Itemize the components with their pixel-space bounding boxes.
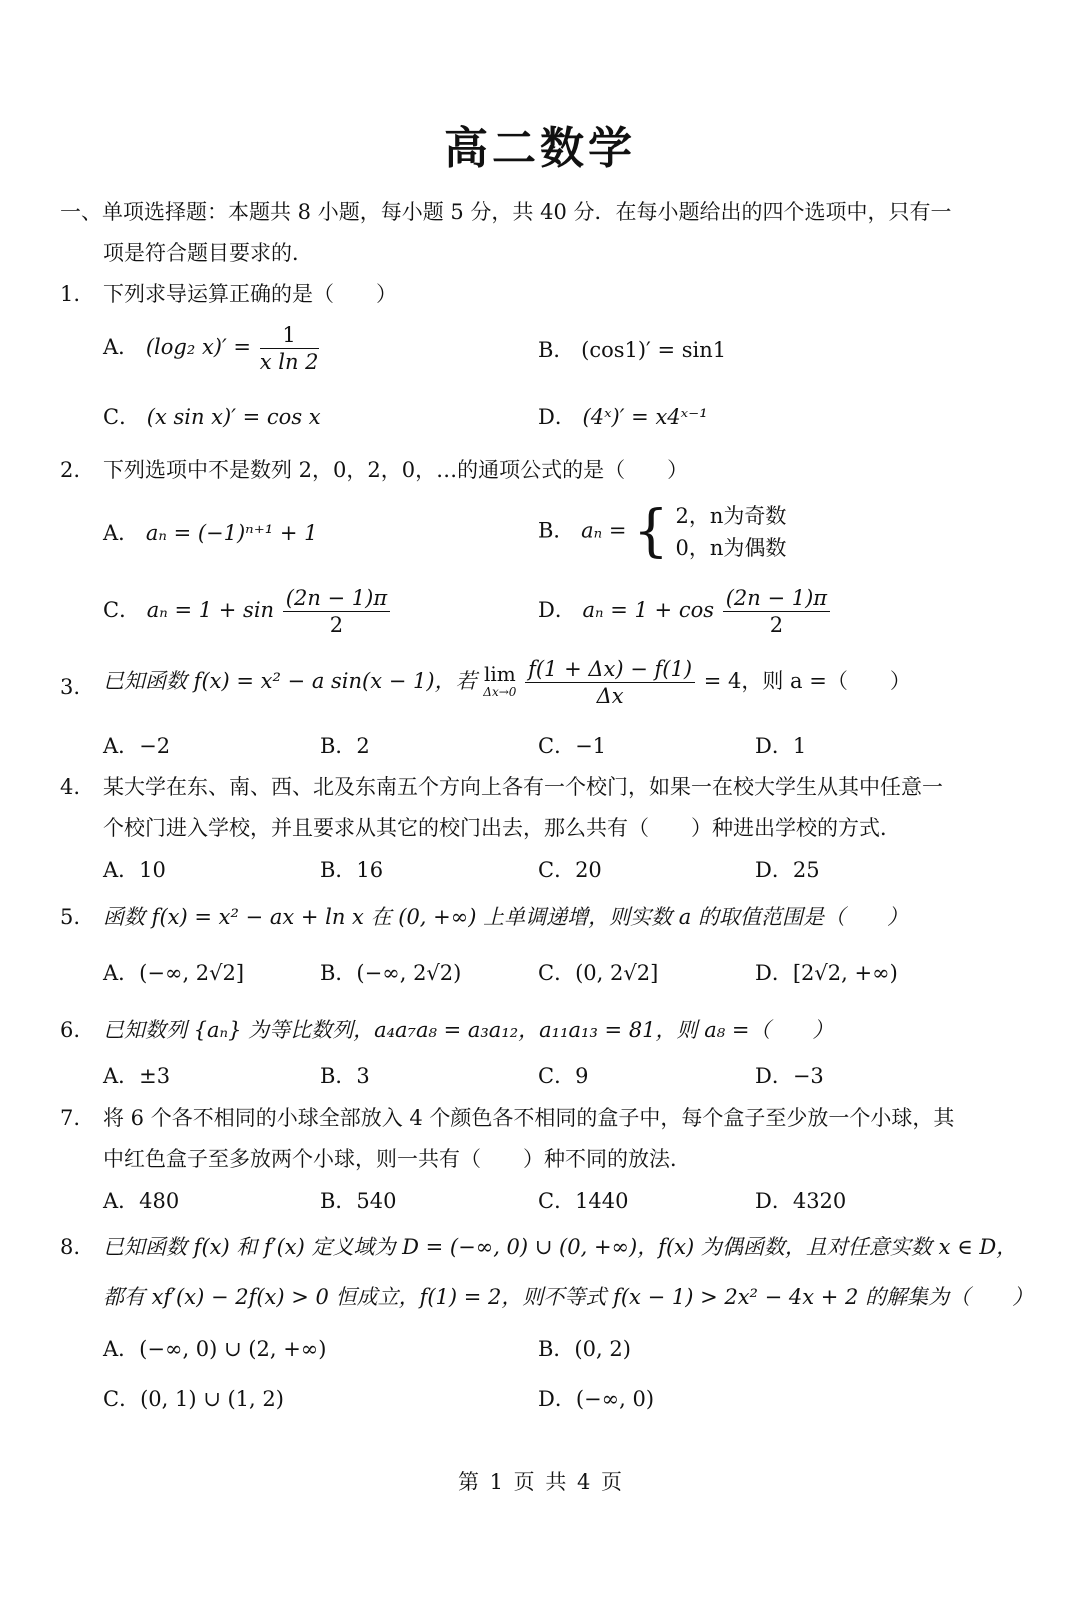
question-number: 5. — [60, 905, 81, 929]
question-text-pre: 已知函数 f(x) = x² − a sin(x − 1)，若 — [103, 669, 477, 693]
option-c: C．(0, 1) ∪ (1, 2) — [103, 1387, 284, 1411]
option-expr: aₙ = — [581, 518, 627, 543]
option-c — [103, 402, 321, 432]
question-number: 7. — [60, 1106, 81, 1130]
option-label: A． — [103, 521, 140, 545]
option-d: D．25 — [755, 858, 820, 882]
option-a: A．−2 — [103, 734, 171, 758]
option-b: B．16 — [320, 858, 384, 882]
option-label: B． — [538, 338, 575, 362]
option-b: B．(−∞, 2√2) — [320, 961, 462, 985]
option-label: C． — [103, 405, 141, 429]
case-even: 0，n为偶数 — [675, 536, 787, 560]
option-expr: (x sin x)′ = cos x — [146, 405, 321, 429]
fraction-numerator: 1 — [260, 322, 319, 349]
option-label: C． — [103, 598, 141, 622]
option-label: D． — [538, 598, 576, 622]
option-b: B．540 — [320, 1189, 397, 1213]
fraction-denominator: x ln 2 — [259, 350, 319, 374]
option-c: C．−1 — [538, 734, 607, 758]
option-d: D．(−∞, 0) — [538, 1387, 655, 1411]
question-number: 3. — [60, 675, 81, 699]
question-text: 函数 f(x) = x² − ax + ln x 在 (0, +∞) 上单调递增，则实数 a 的取值范围是（ ） — [103, 905, 908, 929]
option-c: C．20 — [538, 858, 602, 882]
option-d: D．−3 — [755, 1064, 824, 1088]
option-b: B．3 — [320, 1064, 370, 1088]
fraction-numerator: f(1 + Δx) − f(1) — [525, 656, 695, 683]
option-a: A．(−∞, 0) ∪ (2, +∞) — [103, 1337, 327, 1361]
page-footer: 第 1 页 共 4 页 — [457, 1470, 623, 1494]
question-text: 已知数列 {aₙ} 为等比数列，a₄a₇a₈ = a₃a₁₂，a₁₁a₁₃ = 81，则 a₈ =（ ） — [103, 1018, 834, 1042]
question-text — [103, 656, 911, 709]
question-text: 下列选项中不是数列 2，0，2，0，…的通项公式的是（ ） — [103, 458, 689, 482]
question-text: 下列求导运算正确的是（ ） — [103, 282, 397, 306]
option-a: A．480 — [103, 1189, 180, 1213]
option-c — [103, 585, 392, 638]
option-b: B．2 — [320, 734, 370, 758]
option-b: B．(0, 2) — [538, 1337, 631, 1361]
option-c: C．9 — [538, 1064, 589, 1088]
option-expr: aₙ = 1 + cos — [582, 598, 714, 622]
question-number: 8. — [60, 1235, 81, 1259]
option-a — [103, 322, 321, 375]
question-number: 4. — [60, 775, 81, 799]
fraction-numerator: (2n − 1)π — [723, 585, 830, 612]
question-text-line1: 将 6 个各不相同的小球全部放入 4 个颜色各不相同的盒子中，每个盒子至少放一个小球，其 — [103, 1106, 955, 1130]
option-d — [538, 585, 832, 638]
fraction-denominator: 2 — [769, 613, 784, 637]
question-text-line1: 已知函数 f(x) 和 f′(x) 定义域为 D = (−∞, 0) ∪ (0, +∞)，f(x) 为偶函数，且对任意实数 x ∈ D， — [103, 1235, 1018, 1259]
option-b — [538, 335, 726, 365]
option-expr: (log₂ x)′ = — [145, 335, 252, 359]
option-c: C．(0, 2√2] — [538, 961, 659, 985]
option-d: D．1 — [755, 734, 807, 758]
option-d: D．4320 — [755, 1189, 847, 1213]
page-title: 高二数学 — [444, 123, 636, 174]
option-expr: aₙ = (−1)ⁿ⁺¹ + 1 — [145, 521, 318, 545]
option-expr: (4ˣ)′ = x4ˣ⁻¹ — [582, 405, 708, 429]
option-a — [103, 518, 318, 548]
question-text-line2: 中红色盒子至多放两个小球，则一共有（ ）种不同的放法． — [103, 1147, 691, 1171]
option-label: A． — [103, 335, 140, 359]
fraction-denominator: Δx — [596, 684, 624, 708]
fraction — [260, 322, 319, 375]
fraction — [525, 656, 695, 709]
option-a: A．±3 — [103, 1064, 171, 1088]
question-text-post: = 4，则 a =（ ） — [703, 669, 911, 693]
question-text-line2: 个校门进入学校，并且要求从其它的校门出去，那么共有（ ）种进出学校的方式． — [103, 816, 901, 840]
section-heading-line2: 项是符合题目要求的． — [103, 241, 313, 265]
limit-subscript: Δx→0 — [483, 684, 517, 699]
option-label: D． — [538, 405, 576, 429]
option-label: B． — [538, 518, 575, 543]
question-number: 1. — [60, 282, 81, 306]
option-d — [538, 402, 708, 432]
option-d: D．[2√2, +∞) — [755, 961, 898, 985]
limit — [483, 661, 517, 701]
fraction-denominator: 2 — [329, 613, 344, 637]
limit-symbol: lim — [483, 661, 516, 686]
option-a: A．10 — [103, 858, 166, 882]
option-expr: (cos1)′ = sin1 — [581, 338, 727, 362]
question-text-line1: 某大学在东、南、西、北及东南五个方向上各有一个校门，如果一在校大学生从其中任意一 — [103, 775, 943, 799]
left-brace: { — [633, 499, 669, 564]
fraction — [283, 585, 390, 638]
case-odd: 2，n为奇数 — [675, 504, 787, 528]
option-c: C．1440 — [538, 1189, 629, 1213]
question-number: 2. — [60, 458, 81, 482]
fraction-numerator: (2n − 1)π — [283, 585, 390, 612]
piecewise-cases — [675, 500, 786, 564]
option-b — [538, 500, 786, 564]
question-number: 6. — [60, 1018, 81, 1042]
option-expr: aₙ = 1 + sin — [146, 598, 275, 622]
section-heading-line1: 一、单项选择题：本题共 8 小题，每小题 5 分，共 40 分．在每小题给出的四个选项中，只有一 — [60, 200, 952, 224]
option-a: A．(−∞, 2√2] — [103, 961, 245, 985]
question-text-line2: 都有 xf′(x) − 2f(x) > 0 恒成立，f(1) = 2，则不等式 f(x − 1) > 2x² − 4x + 2 的解集为（ ） — [103, 1285, 1034, 1309]
fraction — [723, 585, 830, 638]
